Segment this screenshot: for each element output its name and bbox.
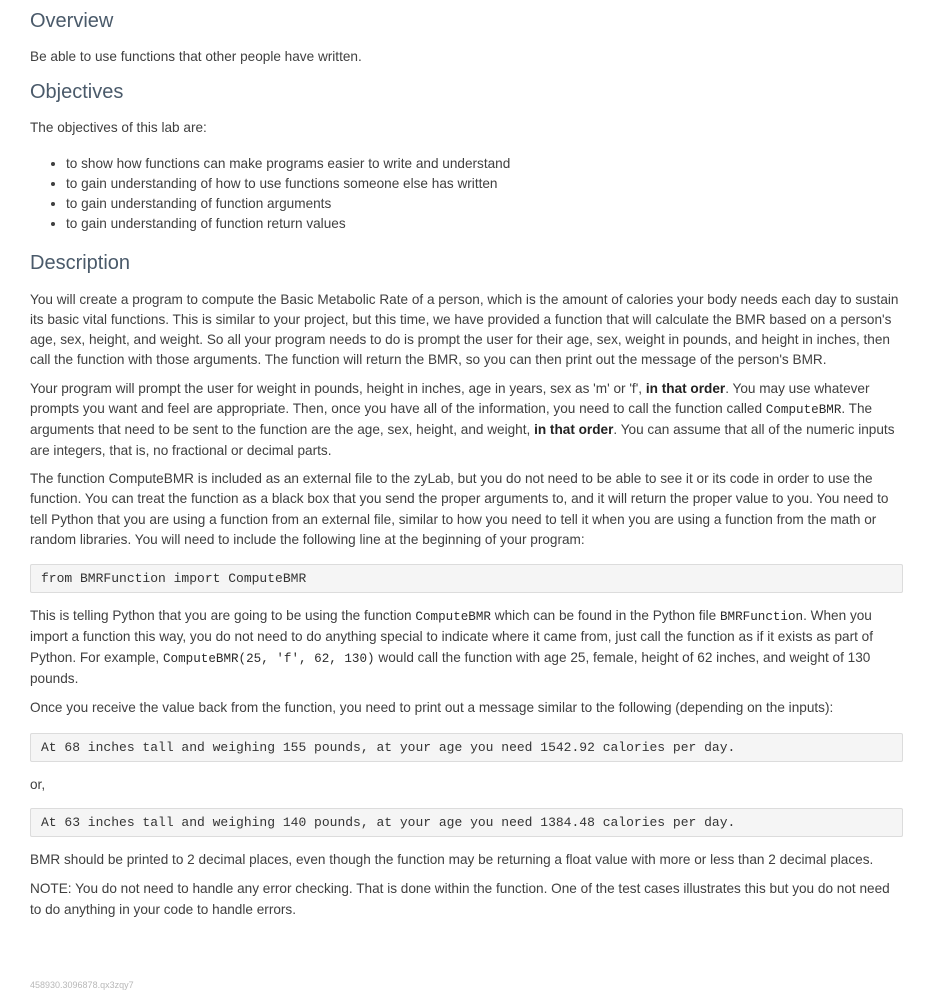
list-item: • to gain understanding of function return values: [66, 214, 903, 234]
p2-text-a: Your program will prompt the user for weight in pounds, height in inches, age in years, sex as 'm' or 'f',: [30, 380, 646, 396]
compute-bmr-code: ComputeBMR: [765, 403, 842, 418]
objectives-intro: The objectives of this lab are:: [30, 120, 207, 136]
description-paragraph-1: You will create a program to compute the Basic Metabolic Rate of a person, which is the amount of calories your body needs each day to sustain its basic vital functions. This is similar to your project, but this time, we have provided a function that will calculate the BMR based on a person's age, sex, height, and weight. So all your program needs to do is prompt the user for their age, sex, weight in pounds, and height in inches, then call the function with those arguments. The function will return the BMR, so you can then print out the message of the person's BMR.: [30, 291, 899, 368]
overview-heading: Overview: [30, 10, 114, 32]
example-call-code: ComputeBMR(25, 'f', 62, 130): [162, 651, 375, 666]
objectives-heading: Objectives: [30, 81, 124, 104]
import-code-block: from BMRFunction import ComputeBMR: [30, 564, 903, 593]
description-heading: Description: [30, 251, 131, 274]
description-paragraph-6: BMR should be printed to 2 decimal places, even though the function may be returning a float value with more or less than 2 decimal places.: [30, 851, 874, 867]
p2-emphasis-2: in that order: [534, 422, 614, 438]
list-item: • to show how functions can make programs easier to write and understand: [66, 154, 903, 174]
description-paragraph-3: The function ComputeBMR is included as an external file to the zyLab, but you do not need to be able to see it or its code in order to use the function. You can treat the function as a black box that you send the proper arguments to, and it will return the proper value to you. You need to tell Python that you are using a function from an external file, similar to how you need to tell it when you are using a function from the math or random libraries. You will need to include the following line at the beginning of your program:: [30, 470, 889, 547]
description-paragraph-7: NOTE: You do not need to handle any error checking. That is done within the function. One of the test cases illustrates this but you do not need to do anything in your code to handle errors.: [30, 881, 890, 917]
p2-text-g: . You can assume that all of the numeric inputs are integers, that is, no fractional or decimal parts.: [30, 422, 895, 458]
p2-text-c: . You may use whatever prompts you want and feel are appropriate. Then, once you have all of the information, you need to call the function called: [30, 380, 870, 417]
description-paragraph-2: [30, 379, 903, 461]
list-item: • to gain understanding of how to use functions someone else has written: [66, 174, 903, 194]
p4-text-a: This is telling Python that you are going to be using the function: [30, 608, 416, 624]
p2-emphasis-1: in that order: [645, 380, 726, 396]
p4-text-e: . When you import a function this way, you do not need to do anything special to indicate where it came from, just call the function as if it exists as part of Python. For example,: [30, 608, 873, 665]
objectives-list: [30, 154, 903, 234]
footer-id: 458930.3096878.qx3zqy7: [30, 980, 134, 990]
description-paragraph-5: Once you receive the value back from the function, you need to print out a message similar to the following (depending on the inputs):: [30, 700, 834, 716]
sample-output-1: At 68 inches tall and weighing 155 pounds, at your age you need 1542.92 calories per day.: [30, 733, 903, 762]
overview-text: Be able to use functions that other people have written.: [30, 49, 362, 64]
compute-bmr-code: ComputeBMR: [415, 610, 491, 625]
description-paragraph-4: [30, 606, 903, 689]
p4-text-g: would call the function with age 25, female, height of 62 inches, and weight of 130 pounds.: [30, 649, 871, 687]
p4-text-c: which can be found in the Python file: [490, 608, 720, 624]
lab-content: [30, 0, 903, 920]
list-item: • to gain understanding of function arguments: [66, 194, 903, 214]
or-text: or,: [30, 776, 46, 792]
sample-output-2: At 63 inches tall and weighing 140 pounds, at your age you need 1384.48 calories per day.: [30, 808, 903, 837]
bmr-function-file-code: BMRFunction: [719, 610, 804, 625]
p2-text-e: . The arguments that need to be sent to the function are the age, sex, height, and weight,: [30, 401, 873, 438]
